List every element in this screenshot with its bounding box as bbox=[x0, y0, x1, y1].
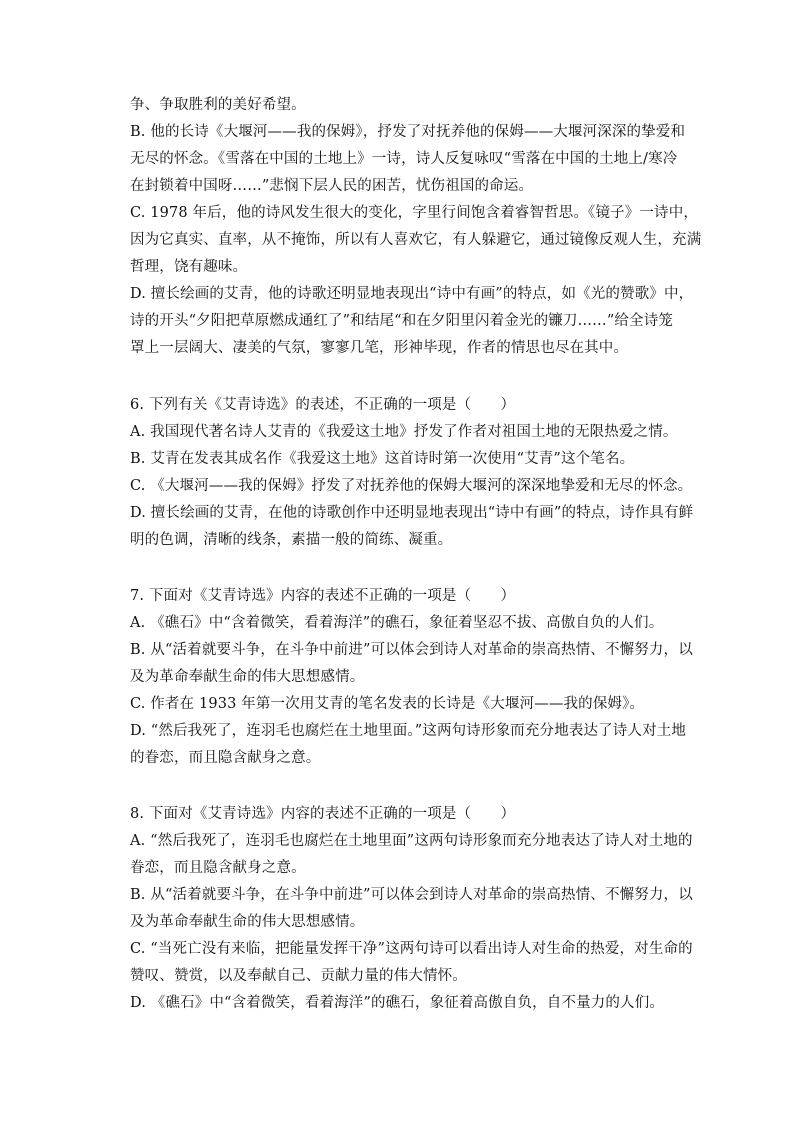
text-line: 诗的开头“夕阳把草原燃成通红了”和结尾“和在夕阳里闪着金光的镰刀……”给全诗笼 bbox=[130, 313, 673, 329]
text-line: 争、争取胜利的美好希望。 bbox=[130, 97, 306, 113]
text-line: 赞叹、赞赏，以及奉献自己、贡献力量的伟大情怀。 bbox=[130, 968, 467, 984]
text-line: 在封锁着中国呀……”悲悯下层人民的困苦，忧伤祖国的命运。 bbox=[130, 178, 534, 194]
question-7-option-c: C. 作者在 1933 年第一次用艾青的笔名发表的长诗是《大堰河——我的保姆》。 bbox=[130, 696, 645, 712]
text-line: 及为革命奉献生命的伟大思想感情。 bbox=[130, 914, 365, 930]
question-6-stem: 6. 下列有关《艾青诗选》的表述，不正确的一项是（ ） bbox=[130, 397, 516, 413]
question-7-option-a: A. 《礁石》中“含着微笑，看着海洋”的礁石，象征着坚忍不拔、高傲自负的人们。 bbox=[130, 615, 664, 631]
text-line: 因为它真实、直率，从不掩饰，所以有人喜欢它，有人躲避它，通过镜像反观人生，充满 bbox=[130, 232, 702, 248]
option-c: C. 1978 年后，他的诗风发生很大的变化，字里行间饱含着睿智哲思。《镜子》一诗中， bbox=[130, 205, 699, 221]
question-6-option-b: B. 艾青在发表其成名作《我爱这土地》这首诗时第一次使用“艾青”这个笔名。 bbox=[130, 451, 635, 467]
question-8-option-b: B. 从“活着就要斗争，在斗争中前进”可以体会到诗人对革命的崇高热情、不懈努力，以 bbox=[130, 887, 693, 903]
text-line: 无尽的怀念。《雪落在中国的土地上》一诗，诗人反复咏叹“雪落在中国的土地上/寒冷 bbox=[130, 151, 678, 167]
option-b: B. 他的长诗《大堰河——我的保姆》，抒发了对抚养他的保姆——大堰河深深的挚爱和 bbox=[130, 124, 686, 140]
question-7-option-d: D. “然后我死了，连羽毛也腐烂在土地里面。”这两句诗形象而充分地表达了诗人对土地 bbox=[130, 723, 687, 739]
question-8-option-a: A. “然后我死了，连羽毛也腐烂在土地里面”这两句诗形象而充分地表达了诗人对土地的 bbox=[130, 833, 693, 849]
option-d: D. 擅长绘画的艾青，他的诗歌还明显地表现出“诗中有画”的特点，如《光的赞歌》中， bbox=[130, 286, 694, 302]
text-line: 罩上一层阔大、凄美的气氛，寥寥几笔，形神毕现，作者的情思也尽在其中。 bbox=[130, 340, 629, 356]
question-6-option-d: D. 擅长绘画的艾青，在他的诗歌创作中还明显地表现出“诗中有画”的特点，诗作具有鲜 bbox=[130, 505, 694, 521]
question-6-option-a: A. 我国现代著名诗人艾青的《我爱这土地》抒发了作者对祖国土地的无限热爱之情。 bbox=[130, 424, 678, 440]
question-7-option-b: B. 从“活着就要斗争，在斗争中前进”可以体会到诗人对革命的崇高热情、不懈努力，以 bbox=[130, 642, 693, 658]
text-line: 哲理，饶有趣味。 bbox=[130, 259, 248, 275]
question-6-option-c: C. 《大堰河——我的保姆》抒发了对抚养他的保姆大堰河的深深地挚爱和无尽的怀念。 bbox=[130, 478, 693, 494]
question-8-stem: 8. 下面对《艾青诗选》内容的表述不正确的一项是（ ） bbox=[130, 806, 516, 822]
text-line: 明的色调，清晰的线条，素描一般的简练、凝重。 bbox=[130, 532, 453, 548]
question-7-stem: 7. 下面对《艾青诗选》内容的表述不正确的一项是（ ） bbox=[130, 588, 516, 604]
question-8-option-d: D. 《礁石》中“含着微笑，看着海洋”的礁石，象征着高傲自负，自不量力的人们。 bbox=[130, 995, 664, 1011]
text-line: 眷恋，而且隐含献身之意。 bbox=[130, 860, 306, 876]
text-line: 的眷恋，而且隐含献身之意。 bbox=[130, 750, 321, 766]
question-8-option-c: C. “当死亡没有来临，把能量发挥干净”这两句诗可以看出诗人对生命的热爱，对生命的 bbox=[130, 941, 693, 957]
text-line: 及为革命奉献生命的伟大思想感情。 bbox=[130, 669, 365, 685]
